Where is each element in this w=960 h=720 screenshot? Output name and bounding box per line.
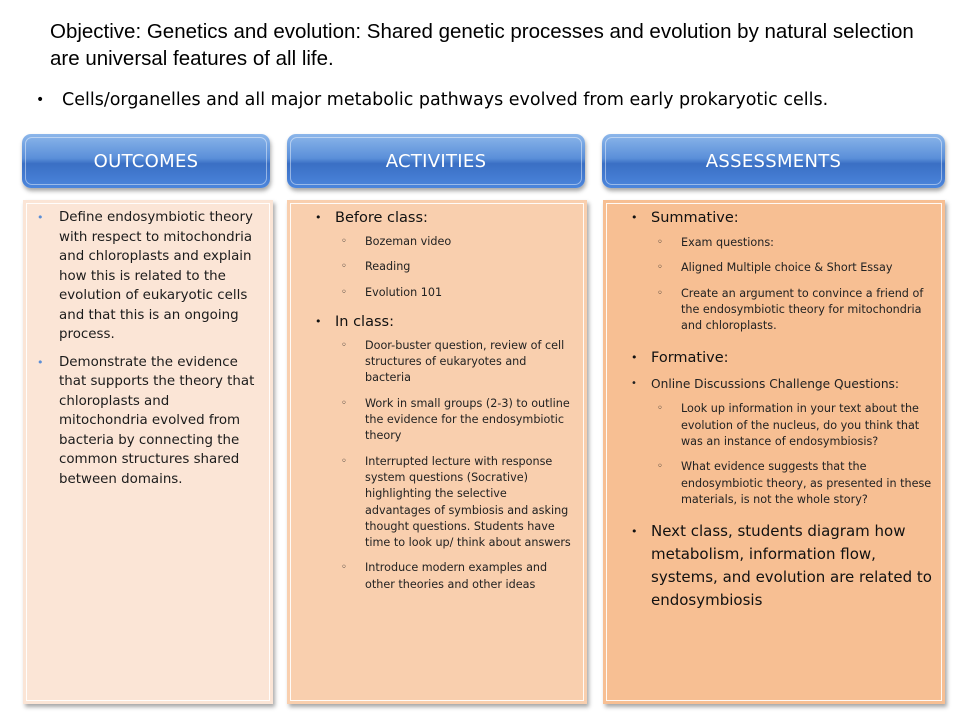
list-item: • Define endosymbiotic theory with respect to mitochondria and chloroplasts and explain how this is related to the evolution of eukaryotic cells and that this is an ongoing process. [37,210,253,342]
before-class-heading: • Before class: [315,210,428,226]
in-class-heading: • In class: [315,313,394,330]
activities-header [287,134,585,188]
sub-bullet-icon: ◦ [657,237,663,248]
list-item: ◦ What evidence suggests that the endosymbiotic theory, as presented in these materials, is not the whole story? [657,460,932,506]
objective-title: Objective: Genetics and evolution: Shared genetic processes and evolution by natural selection are universal features of all life. [50,20,914,70]
list-item: ◦ Reading [365,259,575,275]
assessments-header [602,134,945,188]
list-item: ◦ Look up information in your text about the evolution of the nucleus, do you think that was an instance of endosymbiosis? [657,402,920,449]
sub-bullet-icon: ◦ [341,236,347,247]
assessments-list [631,208,933,619]
sub-bullet-icon: ◦ [657,287,663,299]
list-item: ◦ Aligned Multiple choice & Short Essay [681,260,933,276]
list-item: ◦ Create an argument to convince a friend of the endosymbiotic theory for mitochondria and chloroplasts. [657,286,924,333]
list-item: • Online Discussions Challenge Questions: [631,377,899,392]
bullet-icon: • [315,211,322,224]
sub-bullet-icon: ◦ [341,397,347,409]
next-class-item: • Next class, students diagram how metabolism, information flow, systems, and evolution are related to endosymbiosis [631,522,932,610]
main-bullet-text: Cells/organelles and all major metabolic pathways evolved from early prokaryotic cells. [62,90,829,110]
list-item: ◦ Exam questions: [681,235,933,251]
formative-heading: • Formative: [631,350,729,367]
bullet-icon: • [37,355,44,369]
bullet-icon: • [36,92,45,108]
sub-bullet-icon: ◦ [341,562,347,574]
bullet-icon: • [631,525,638,539]
summative-heading: • Summative: [631,210,739,226]
list-item: ◦ Introduce modern examples and other theories and other ideas [341,561,548,591]
activities-list [315,208,575,602]
main-bullet [36,88,936,112]
bullet-icon: • [631,351,638,365]
sub-bullet-icon: ◦ [341,339,347,351]
outcomes-panel [23,200,273,704]
list-item: • Demonstrate the evidence that supports the theory that chloroplasts and mitochondria evolved from bacteria by connecting the common structures shared between domains. [37,354,255,487]
list-item: ◦ Evolution 101 [365,285,575,301]
sub-bullet-icon: ◦ [341,455,347,467]
activities-panel [287,200,587,704]
sub-bullet-icon: ◦ [657,403,663,415]
outcomes-list [37,208,259,497]
sub-bullet-icon: ◦ [657,262,663,274]
outcomes-header [22,134,270,188]
bullet-icon: • [37,211,44,224]
bullet-icon: • [631,378,637,390]
activities-header-label: ACTIVITIES [385,150,487,172]
assessments-panel [603,200,945,704]
outcomes-header-label: OUTCOMES [93,150,199,172]
assessments-header-label: ASSESSMENTS [705,150,842,172]
list-item: ◦ Interrupted lecture with response system questions (Socrative) highlighting the selective advantages of symbiosis and asking thought questions. Students have time to look up/ think about answers [341,454,571,550]
list-item: ◦ Door-buster question, review of cell structures of eukaryotes and bacteria [341,338,565,385]
list-item: ◦ Bozeman video [365,234,575,250]
sub-bullet-icon: ◦ [341,261,347,273]
bullet-icon: • [631,211,638,224]
sub-bullet-icon: ◦ [657,461,663,473]
list-item: ◦ Work in small groups (2-3) to outline the evidence for the endosymbiotic theory [341,396,570,443]
bullet-icon: • [315,314,322,328]
sub-bullet-icon: ◦ [341,286,347,298]
